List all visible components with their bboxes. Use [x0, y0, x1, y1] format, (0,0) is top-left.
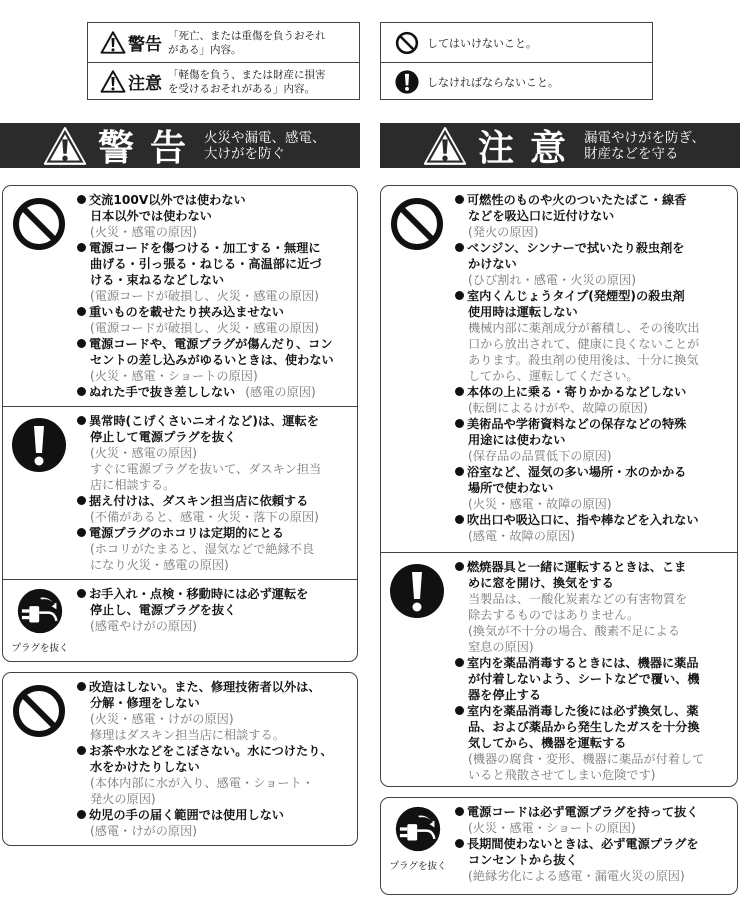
bullet-icon	[455, 291, 464, 300]
safety-item-note: 除去するものではありません。	[468, 608, 640, 622]
safety-item-text: 本体の上に乗る・寄りかかるなどしない	[455, 384, 729, 400]
safety-item-text: 電源プラグのホコリは定期的にとる	[77, 525, 349, 541]
safety-item-text: 可燃性のものや火のついたたばこ・線香	[455, 192, 729, 208]
safety-item-text: コンセントから抜く	[468, 853, 578, 867]
bullet-icon	[455, 562, 464, 571]
warning-mandatory-section	[3, 406, 357, 579]
safety-item	[77, 679, 349, 743]
safety-item-text: めに窓を開け、換気をする	[468, 576, 614, 590]
safety-item-note: (発火の原因)	[468, 225, 539, 239]
mandatory-icon	[395, 70, 419, 94]
safety-item-text: 室内を薬品消毒するときには、機器に薬品	[455, 655, 729, 671]
safety-item	[455, 464, 729, 512]
safety-item-text: 室内くんじょうタイプ(発煙型)の殺虫剤	[455, 288, 729, 304]
bullet-icon	[77, 682, 86, 691]
item-list	[455, 804, 729, 884]
safety-item	[77, 192, 349, 240]
bullet-icon	[455, 467, 464, 476]
item-list	[77, 192, 349, 400]
bullet-icon	[455, 243, 464, 252]
safety-item	[77, 586, 349, 634]
safety-item-note: 窒息の原因)	[468, 640, 534, 654]
safety-item-text: ける・束ねるなどしない	[90, 273, 225, 287]
safety-item-text: かけない	[468, 257, 517, 271]
safety-item-text: 品、および薬品から発生したガスを十分換	[468, 720, 700, 734]
safety-item	[455, 240, 729, 288]
safety-item-text: 用途には使わない	[468, 433, 566, 447]
bullet-icon	[77, 339, 86, 348]
bullet-icon	[455, 387, 464, 396]
safety-item-text: 停止し、電源プラグを抜く	[90, 603, 237, 617]
safety-item-text: 器を停止する	[468, 688, 542, 702]
safety-item-note: (感電・けがの原因)	[90, 824, 198, 838]
safety-item-note: あります。殺虫剤の使用後は、十分に換気	[468, 353, 699, 367]
warning-triangle-icon	[42, 126, 88, 166]
prohibited-icon	[395, 31, 419, 55]
safety-item	[77, 525, 349, 573]
safety-item-note: (ひび割れ・感電・火災の原因)	[468, 273, 636, 287]
safety-item-note: (火災・感電の原因)	[90, 225, 198, 239]
bullet-icon	[77, 810, 86, 819]
safety-item	[77, 336, 349, 384]
safety-item-note: (火災・感電・ショートの原因)	[468, 821, 636, 835]
bullet-icon	[455, 807, 464, 816]
safety-item-text: 改造はしない。また、修理技術者以外は、	[77, 679, 349, 695]
bullet-icon	[77, 496, 86, 505]
unplug-icon	[395, 806, 441, 852]
prohibited-icon	[389, 196, 445, 252]
safety-item-note: 当製品は、一酸化炭素などの有害物質を	[468, 592, 688, 606]
bullet-icon	[77, 387, 86, 396]
legend-prohibited-text: してはいけないこと。	[427, 36, 537, 50]
safety-item	[455, 512, 729, 544]
caution-banner	[380, 123, 740, 168]
safety-item	[77, 304, 349, 336]
safety-item-note: (ホコリがたまると、湿気などで絶縁不良	[90, 542, 315, 556]
warning-box-second	[2, 672, 358, 846]
bullet-icon	[77, 416, 86, 425]
safety-item-note: 店に相談する。	[90, 478, 176, 492]
safety-item-note: (本体内部に水が入り、感電・ショート・	[90, 776, 314, 790]
caution-banner-word: 注意	[478, 128, 583, 169]
legend-caution-desc: 「軽傷を負う、または財産に損害 を受けるおそれがある」内容。	[168, 68, 326, 95]
safety-item	[455, 836, 729, 884]
safety-item-note: (電源コードが破損し、火災・感電の原因)	[90, 321, 319, 335]
safety-item	[77, 807, 349, 839]
warning-triangle-icon	[100, 31, 126, 54]
legend-signal-words	[87, 22, 360, 100]
bullet-icon	[77, 307, 86, 316]
safety-item	[455, 192, 729, 240]
safety-item-text: 電源コードや、電源プラグが傷んだり、コン	[77, 336, 349, 352]
safety-item-text: 燃焼器具と一緒に運転するときは、こま	[455, 559, 729, 575]
bullet-icon	[455, 839, 464, 848]
safety-item	[455, 559, 729, 655]
item-list	[455, 192, 729, 544]
legend-mandatory-row	[381, 62, 652, 101]
unplug-label: プラグを抜く	[11, 643, 69, 654]
safety-item-note: (火災・感電・故障の原因)	[468, 497, 612, 511]
safety-item-note: 修理はダスキン担当店に相談する。	[90, 728, 285, 742]
safety-item-note: (火災・感電・けがの原因)	[90, 712, 234, 726]
caution-triangle-icon	[100, 70, 126, 93]
mandatory-icon	[389, 563, 445, 619]
safety-item-text: 据え付けは、ダスキン担当店に依頼する	[77, 493, 349, 509]
safety-item	[77, 493, 349, 525]
safety-item	[455, 804, 729, 836]
safety-item-text: 分解・修理をしない	[90, 696, 200, 710]
legend-caution-word: 注意	[128, 74, 162, 94]
safety-item-note: 口から放出されて、健康に良くないことが	[468, 337, 700, 351]
safety-item-note: (機器の腐食・変形、機器に薬品が付着して	[468, 752, 705, 766]
safety-item-text: 吹出口や吸込口に、指や棒などを入れない	[455, 512, 729, 528]
prohibited-icon	[11, 683, 67, 739]
bullet-icon	[77, 528, 86, 537]
safety-item-text: 重いものを載せたり挟み込ませない	[77, 304, 349, 320]
caution-unplug-section	[381, 798, 737, 894]
safety-item-note: になり火災・感電の原因)	[90, 558, 229, 572]
item-list	[77, 413, 349, 573]
safety-item-text: セントの差し込みがゆるいときは、使わない	[90, 353, 334, 367]
legend-caution-row	[88, 62, 359, 101]
safety-item-text: などを吸込口に近付けない	[468, 209, 615, 223]
safety-item-text: お茶や水などをこぼさない。水につけたり、	[77, 743, 349, 759]
unplug-label: プラグを抜く	[389, 861, 447, 872]
safety-item	[455, 288, 729, 384]
bullet-icon	[455, 658, 464, 667]
safety-item-note: 発火の原因)	[90, 792, 156, 806]
safety-item-text: 曲げる・引っ張る・ねじる・高温部に近づ	[90, 257, 322, 271]
caution-prohibit-section	[381, 186, 737, 552]
bullet-icon	[77, 195, 86, 204]
safety-item-text: 気してから、機器を運転する	[468, 736, 627, 750]
caution-triangle-icon	[422, 126, 468, 166]
safety-item-text: ベンジン、シンナーで拭いたり殺虫剤を	[455, 240, 729, 256]
warning-banner-desc: 火災や漏電、感電、 大けがを防ぐ	[204, 129, 326, 162]
safety-item-note: (不備があると、感電・火災・落下の原因)	[90, 510, 319, 524]
warning-banner-word: 警告	[98, 128, 203, 169]
unplug-symbol	[9, 588, 71, 654]
safety-item-text: 交流100V以外では使わない	[77, 192, 349, 208]
safety-item	[455, 384, 729, 416]
safety-item-note: (換気が不十分の場合、酸素不足による	[468, 624, 680, 638]
safety-item	[77, 413, 349, 493]
safety-item-text: 電源コードは必ず電源プラグを持って抜く	[455, 804, 729, 820]
legend-warning-word: 警告	[128, 35, 162, 55]
safety-item-text: 場所で使わない	[468, 481, 554, 495]
safety-item-note: (感電の原因)	[245, 385, 316, 399]
safety-item-note: (保存品の品質低下の原因)	[468, 449, 612, 463]
safety-item-note: (転倒によるけがや、故障の原因)	[468, 401, 648, 415]
safety-item-text: が付着しないよう、シートなどで覆い、機	[468, 672, 700, 686]
item-list	[77, 586, 349, 634]
prohibited-icon	[11, 196, 67, 252]
legend-warning-desc: 「死亡、または重傷を負うおそれ がある」内容。	[168, 29, 326, 56]
safety-item-text: ぬれた手で抜き差ししない (感電の原因)	[77, 384, 349, 400]
warning-banner	[0, 123, 360, 168]
safety-item-note: (感電・故障の原因)	[468, 529, 576, 543]
bullet-icon	[455, 419, 464, 428]
safety-item-text: 電源コードを傷つける・加工する・無理に	[77, 240, 349, 256]
safety-item	[455, 703, 729, 783]
legend-warning-row	[88, 23, 359, 62]
safety-item-text: 水をかけたりしない	[90, 760, 200, 774]
safety-item-text: 日本以外では使わない	[90, 209, 212, 223]
safety-item-text: 異常時(こげくさいニオイなど)は、運転を	[77, 413, 349, 429]
unplug-icon	[17, 588, 63, 634]
item-list	[77, 679, 349, 839]
safety-item-note: (電源コードが破損し、火災・感電の原因)	[90, 289, 319, 303]
caution-banner-desc: 漏電やけがを防ぎ、 財産などを守る	[584, 129, 705, 162]
safety-item-text: 停止して電源プラグを抜く	[90, 430, 237, 444]
item-list	[455, 559, 729, 783]
safety-item-note: (絶縁劣化による感電・漏電火災の原因)	[468, 869, 685, 883]
safety-item	[455, 655, 729, 703]
safety-item-note: 機械内部に薬剤成分が蓄積し、その後吹出	[468, 321, 700, 335]
safety-item-text: 浴室など、湿気の多い場所・水のかかる	[455, 464, 729, 480]
safety-item	[77, 240, 349, 304]
legend-prohibited-row	[381, 23, 652, 62]
safety-item-text: 長期間使わないときは、必ず電源プラグを	[455, 836, 729, 852]
bullet-icon	[77, 589, 86, 598]
safety-item-note: (火災・感電の原因)	[90, 446, 198, 460]
safety-item	[455, 416, 729, 464]
safety-item-note: すぐに電源プラグを抜いて、ダスキン担当	[90, 462, 322, 476]
safety-item-text: お手入れ・点検・移動時には必ず運転を	[77, 586, 349, 602]
safety-item-text: 幼児の手の届く範囲では使用しない	[77, 807, 349, 823]
bullet-icon	[455, 515, 464, 524]
safety-item-note: (感電やけがの原因)	[90, 619, 198, 633]
caution-box-second	[380, 797, 738, 895]
unplug-symbol	[387, 806, 449, 872]
safety-item-text: 使用時は運転しない	[468, 305, 578, 319]
caution-box-main	[380, 185, 738, 787]
safety-item-note: (火災・感電・ショートの原因)	[90, 369, 258, 383]
legend-symbols	[380, 22, 653, 100]
safety-item-text: 美術品や学術資料などの保存などの特殊	[455, 416, 729, 432]
safety-item	[77, 384, 349, 400]
safety-item-text: 室内を薬品消毒した後には必ず換気し、薬	[455, 703, 729, 719]
bullet-icon	[77, 243, 86, 252]
caution-mandatory-section	[381, 552, 737, 786]
safety-item	[77, 743, 349, 807]
bullet-icon	[455, 706, 464, 715]
safety-item-note: してから、運転してください。	[468, 369, 639, 383]
warning-box-main	[2, 185, 358, 662]
mandatory-icon	[11, 417, 67, 473]
bullet-icon	[77, 746, 86, 755]
legend-mandatory-text: しなければならないこと。	[427, 75, 559, 89]
warning-prohibit2-section	[3, 673, 357, 845]
safety-item-note: いると飛散させてしまい危険です)	[468, 768, 656, 782]
bullet-icon	[455, 195, 464, 204]
warning-prohibit-section	[3, 186, 357, 406]
warning-unplug-section	[3, 579, 357, 661]
